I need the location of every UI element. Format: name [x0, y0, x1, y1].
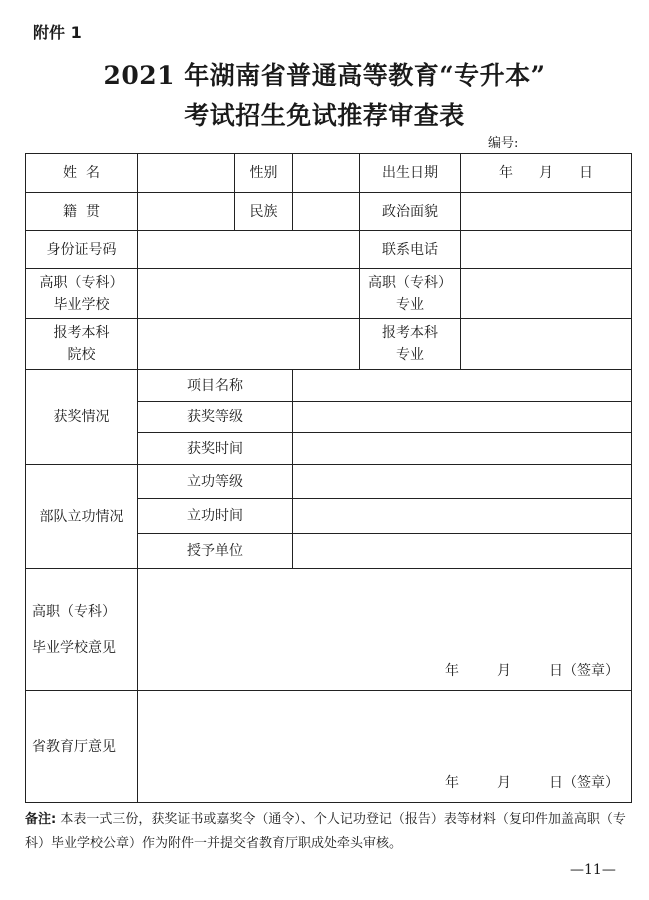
field-gender[interactable]: [293, 154, 360, 193]
label-target-school: [26, 319, 138, 370]
field-native-place[interactable]: [138, 193, 235, 231]
edu-dept-opinion-year: 年: [445, 775, 459, 791]
label-award-project: 项目名称: [138, 370, 293, 402]
field-award-project[interactable]: [293, 370, 632, 402]
label-merit-level: 立功等级: [138, 465, 293, 499]
row-college-opinion: [26, 569, 632, 691]
field-name[interactable]: [138, 154, 235, 193]
label-college-school-line2: 毕业学校: [53, 296, 110, 313]
field-merit-unit[interactable]: [293, 534, 632, 569]
title-line-1: 2021 年湖南省普通高等教育“专升本”: [103, 61, 546, 90]
label-native-place: 籍 贯: [26, 193, 138, 231]
label-political-status: 政治面貌: [360, 193, 461, 231]
birth-year: 年: [499, 165, 513, 181]
label-college-opinion-line1: 高职（专科）: [32, 603, 116, 620]
label-target-major: [360, 319, 461, 370]
note-text: 本表一式三份，获奖证书或嘉奖令（通令）、个人记功登记（报告）表等材料（复印件加盖高职（专科）毕业学校公章）作为附件一并提交省教育厅职成处牵头审核。: [25, 812, 626, 851]
field-id-number[interactable]: [138, 231, 360, 269]
birth-day: 日: [579, 165, 593, 181]
field-merit-level[interactable]: [293, 465, 632, 499]
label-gender: 性别: [235, 154, 293, 193]
row-basic-1: [26, 154, 632, 193]
label-college-school: [26, 269, 138, 319]
edu-dept-opinion-month: 月: [497, 775, 511, 791]
label-target-major-line1: 报考本科: [382, 325, 438, 341]
attachment-label: 附件 1: [33, 23, 82, 42]
field-edu-dept-opinion[interactable]: [138, 691, 632, 803]
college-opinion-month: 月: [497, 663, 511, 679]
row-id-phone: [26, 231, 632, 269]
field-merit-time[interactable]: [293, 499, 632, 534]
title-line-2: 考试招生免试推荐审查表: [184, 101, 465, 130]
label-target-school-line1: 报考本科: [53, 325, 110, 341]
label-college-major-line2: 专业: [396, 296, 424, 313]
edu-dept-opinion-sign: 日（签章）: [549, 775, 619, 791]
label-award-level: 获奖等级: [138, 402, 293, 433]
field-college-school[interactable]: [138, 269, 360, 319]
row-target: [26, 319, 632, 370]
field-political-status[interactable]: [461, 193, 632, 231]
row-basic-2: [26, 193, 632, 231]
label-awards: 获奖情况: [26, 370, 138, 465]
label-target-school-line2: 院校: [67, 347, 96, 363]
birth-month: 月: [539, 165, 553, 181]
college-opinion-date: [445, 660, 619, 682]
edu-dept-opinion-date: [445, 772, 619, 794]
field-college-opinion[interactable]: [138, 569, 632, 691]
label-award-time: 获奖时间: [138, 433, 293, 465]
label-college-school-line1: 高职（专科）: [39, 274, 124, 291]
label-birth-date: 出生日期: [360, 154, 461, 193]
row-college: [26, 269, 632, 319]
field-college-major[interactable]: [461, 269, 632, 319]
page-number: —11—: [570, 862, 616, 878]
row-award-project: [26, 370, 632, 402]
note: [25, 808, 631, 856]
label-military: 部队立功情况: [26, 465, 138, 569]
label-college-major-line1: 高职（专科）: [368, 274, 452, 291]
label-phone: 联系电话: [360, 231, 461, 269]
field-ethnicity[interactable]: [293, 193, 360, 231]
label-id-number: 身份证号码: [26, 231, 138, 269]
label-college-opinion: [26, 569, 138, 691]
serial-number-label: 编号:: [488, 136, 519, 151]
label-college-major: [360, 269, 461, 319]
field-award-level[interactable]: [293, 402, 632, 433]
label-college-opinion-line2: 毕业学校意见: [32, 639, 116, 656]
label-ethnicity: 民族: [235, 193, 293, 231]
label-name: 姓 名: [26, 154, 138, 193]
field-award-time[interactable]: [293, 433, 632, 465]
label-merit-unit: 授予单位: [138, 534, 293, 569]
field-birth-date[interactable]: [461, 154, 632, 193]
label-merit-time: 立功时间: [138, 499, 293, 534]
college-opinion-year: 年: [445, 663, 459, 679]
field-target-school[interactable]: [138, 319, 360, 370]
row-merit-level: [26, 465, 632, 499]
label-target-major-line2: 专业: [396, 347, 424, 363]
review-form-table: [25, 153, 632, 803]
field-target-major[interactable]: [461, 319, 632, 370]
field-phone[interactable]: [461, 231, 632, 269]
college-opinion-sign: 日（签章）: [549, 663, 619, 679]
note-label: 备注:: [25, 812, 57, 827]
row-edu-dept-opinion: [26, 691, 632, 803]
label-edu-dept-opinion: 省教育厅意见: [26, 691, 138, 803]
